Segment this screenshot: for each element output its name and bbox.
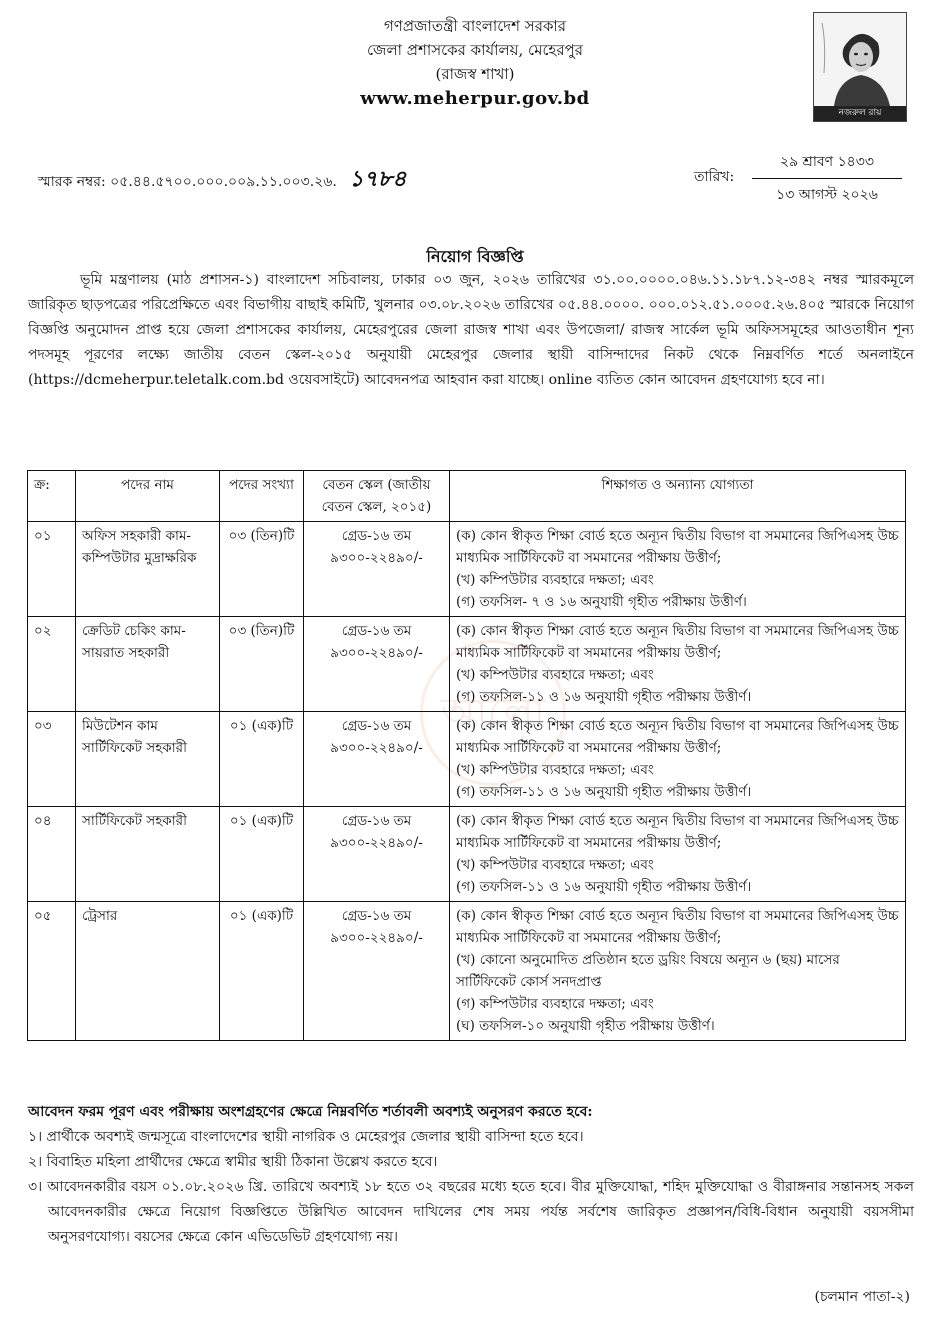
condition-item: ২। বিবাহিত মহিলা প্রার্থীদের ক্ষেত্রে স্বামীর স্থায়ী ঠিকানা উল্লেখ করতে হবে। [28,1154,438,1170]
qualification-line: (খ) কম্পিউটার ব্যবহারে দক্ষতা; এবং [456,572,654,588]
grade-text: গ্রেড-১৬ তম [341,718,412,734]
col-post: পদের নাম [76,471,220,522]
pay-text: ৯৩০০-২২৪৯০/- [330,835,423,851]
scale-cell [304,902,450,1041]
watermark: আলো [420,640,566,786]
col-scale: বেতন স্কেল (জাতীয় বেতন স্কেল, ২০১৫) [304,471,450,522]
date-label: তারিখ: [694,169,735,185]
scale-cell [304,712,450,807]
count-cell: ০৩ (তিন)টি [220,617,304,712]
intro-paragraph: ভূমি মন্ত্রণালয় (মাঠ প্রশাসন-১) বাংলাদেশ সচিবালয়, ঢাকার ০৩ জুন, ২০২৬ তারিখের ৩১.০০.০০০০.০৪৬.১১.১৮৭.১২-৩৪২ নম্বর স্মারকমূলে জারিকৃত ছাড়পত্রের পরিপ্রেক্ষিতে এবং বিভাগীয় বাছাই কমিটি, খুলনার ০৩.০৮.২০২৬ তারিখের ০৫.৪৪.০০০০. ০০০.০১২.৫১.০০০৫.২৬.৪০৫ স্মারকে নিয়োগ বিজ্ঞপ্তি অনুমোদন প্রাপ্ত হয়ে জেলা প্রশাসকের কার্যালয়, মেহেরপুরের জেলা রাজস্ব শাখা এবং উপজেলা/ রাজস্ব সার্কেল ভূমি অফিসসমূহের আওতাধীন শূন্য পদসমূহ পূরণের লক্ষ্যে জাতীয় বেতন স্কেল-২০১৫ অনুযায়ী মেহেরপুর জেলার স্থায়ী বাসিন্দাদের নিকট থেকে নিম্নবর্ণিত শর্তে অনলাইনে (https://dcmeherpur.teletalk.com.bd ওয়েবসাইটে) আবেদনপত্র আহবান করা যাচ্ছে। online ব্যতিত কোন আবেদন গ্রহণযোগ্য হবে না। [28,272,914,388]
serial-cell: ০১ [28,522,76,617]
scale-cell [304,617,450,712]
col-serial: ক্র: [28,471,76,522]
grade-text: গ্রেড-১৬ তম [341,623,412,639]
count-cell: ০১ (এক)টি [220,807,304,902]
table-row [28,902,906,1041]
post-cell: অফিস সহকারী কাম-কম্পিউটার মুদ্রাক্ষরিক [76,522,220,617]
qualification-line: (খ) কম্পিউটার ব্যবহারে দক্ষতা; এবং [456,762,654,778]
table-row [28,807,906,902]
pay-text: ৯৩০০-২২৪৯০/- [330,930,423,946]
pay-text: ৯৩০০-২২৪৯০/- [330,550,423,566]
memo-value: ০৫.৪৪.৫৭০০.০০০.০০৯.১১.০০৩.২৬. [110,174,337,190]
qualification-cell [450,902,906,1041]
condition-item: ১। প্রার্থীকে অবশ্যই জন্মসূত্রে বাংলাদেশের স্থায়ী নাগরিক ও মেহেরপুর জেলার স্থায়ী বাসিন্দা হতে হবে। [28,1129,584,1145]
table-row [28,617,906,712]
qualification-line: (গ) তফসিল- ৭ ও ১৬ অনুযায়ী গৃহীত পরীক্ষায় উত্তীর্ণ। [456,594,747,610]
date-english: ১৩ আগস্ট ২০২৬ [776,187,878,203]
qualification-line: (গ) তফসিল-১১ ও ১৬ অনুযায়ী গৃহীত পরীক্ষায় উত্তীর্ণ। [456,879,752,895]
grade-text: গ্রেড-১৬ তম [341,908,412,924]
branch-name: (রাজস্ব শাখা) [435,65,515,83]
memo-handwritten-number: ১৭৮৪ [349,166,407,192]
condition-item: ৩। আবেদনকারীর বয়স ০১.০৮.২০২৬ খ্রি. তারিখে অবশ্যই ১৮ হতে ৩২ বছরের মধ্যে হতে হবে। বীর মুক্তিযোদ্ধা, শহিদ মুক্তিযোদ্ধা ও বীরাঙ্গনার সন্তানসহ সকল আবেদনকারীর ক্ষেত্রে নিয়োগ বিজ্ঞপ্তিতে উল্লিখিত আবেদন দাখিলের শেষ সময় পর্যন্ত সর্বশেষ জারিকৃত প্রজ্ঞাপন/বিধি-বিধান অনুযায়ী বয়সসীমা অনুসরণযোগ্য। বয়সের ক্ষেত্রে কোন এভিডেভিট গ্রহণযোগ্য নয়। [28,1179,914,1245]
notice-title: নিয়োগ বিজ্ঞপ্তি [426,247,524,266]
table-header-row [28,471,906,522]
serial-cell: ০৩ [28,712,76,807]
count-cell: ০১ (এক)টি [220,902,304,1041]
government-name: গণপ্রজাতন্ত্রী বাংলাদেশ সরকার [383,17,567,35]
qualification-line: (খ) কোনো অনুমোদিত প্রতিষ্ঠান হতে ড্রয়িং বিষয়ে অন্যূন ৬ (ছয়) মাসের সার্টিফিকেট কোর্স সনদপ্রাপ্ত [456,952,840,990]
memo-label: স্মারক নম্বর: [38,174,106,190]
post-cell: সার্টিফিকেট সহকারী [76,807,220,902]
col-count: পদের সংখ্যা [220,471,304,522]
post-cell: ট্রেসার [76,902,220,1041]
scale-cell [304,522,450,617]
qualification-line: (ক) কোন স্বীকৃত শিক্ষা বোর্ড হতে অন্যূন দ্বিতীয় বিভাগ বা সমমানের জিপিএসহ উচ্চ মাধ্যমিক সার্টিফিকেট বা সমমানের পরীক্ষায় উত্তীর্ণ; [456,908,899,946]
qualification-line: (খ) কম্পিউটার ব্যবহারে দক্ষতা; এবং [456,667,654,683]
count-cell: ০৩ (তিন)টি [220,522,304,617]
pay-text: ৯৩০০-২২৪৯০/- [330,645,423,661]
qualification-cell [450,522,906,617]
qualification-line: (ক) কোন স্বীকৃত শিক্ষা বোর্ড হতে অন্যূন দ্বিতীয় বিভাগ বা সমমানের জিপিএসহ উচ্চ মাধ্যমিক সার্টিফিকেট বা সমমানের পরীক্ষায় উত্তীর্ণ; [456,813,899,851]
count-cell: ০১ (এক)টি [220,712,304,807]
posts-table [27,470,906,1041]
portrait-icon [814,13,906,106]
date-bangla: ২৯ শ্রাবণ ১৪৩৩ [752,150,902,179]
portrait-stamp [813,12,907,122]
pay-text: ৯৩০০-২২৪৯০/- [330,740,423,756]
serial-cell: ০৫ [28,902,76,1041]
post-cell: মিউটেশন কাম সার্টিফিকেট সহকারী [76,712,220,807]
post-cell: ক্রেডিট চেকিং কাম-সায়রাত সহকারী [76,617,220,712]
scale-cell [304,807,450,902]
grade-text: গ্রেড-১৬ তম [341,813,412,829]
qualification-line: (গ) তফসিল-১১ ও ১৬ অনুযায়ী গৃহীত পরীক্ষায় উত্তীর্ণ। [456,784,752,800]
office-name: জেলা প্রশাসকের কার্যালয়, মেহেরপুর [366,41,584,59]
qualification-cell [450,617,906,712]
qualification-cell [450,807,906,902]
qualification-line: (ক) কোন স্বীকৃত শিক্ষা বোর্ড হতে অন্যূন দ্বিতীয় বিভাগ বা সমমানের জিপিএসহ উচ্চ মাধ্যমিক সার্টিফিকেট বা সমমানের পরীক্ষায় উত্তীর্ণ; [456,623,899,661]
qualification-line: (গ) তফসিল-১১ ও ১৬ অনুযায়ী গৃহীত পরীক্ষায় উত্তীর্ণ। [456,689,752,705]
serial-cell: ০৪ [28,807,76,902]
portrait-caption: নজরুল রায় [814,106,906,121]
conditions-section [28,1100,914,1250]
date-block [752,150,902,207]
qualification-line: (গ) কম্পিউটার ব্যবহারে দক্ষতা; এবং [456,996,654,1012]
qualification-line: (ক) কোন স্বীকৃত শিক্ষা বোর্ড হতে অন্যূন দ্বিতীয় বিভাগ বা সমমানের জিপিএসহ উচ্চ মাধ্যমিক সার্টিফিকেট বা সমমানের পরীক্ষায় উত্তীর্ণ; [456,718,899,756]
continued-page-note: (চলমান পাতা-২) [814,1289,910,1305]
conditions-heading: আবেদন ফরম পূরণ এবং পরীক্ষায় অংশগ্রহণের ক্ষেত্রে নিম্নবর্ণিত শর্তাবলী অবশ্যই অনুসরণ করতে হবে: [28,1104,593,1120]
qualification-cell [450,712,906,807]
table-row [28,522,906,617]
website-link[interactable]: www.meherpur.gov.bd [360,88,590,109]
qualification-line: (ঘ) তফসিল-১০ অনুযায়ী গৃহীত পরীক্ষায় উত্তীর্ণ। [456,1018,715,1034]
table-row [28,712,906,807]
letterhead [0,14,950,112]
grade-text: গ্রেড-১৬ তম [341,528,412,544]
serial-cell: ০২ [28,617,76,712]
col-qualification: শিক্ষাগত ও অন্যান্য যোগ্যতা [450,471,906,522]
qualification-line: (ক) কোন স্বীকৃত শিক্ষা বোর্ড হতে অন্যূন দ্বিতীয় বিভাগ বা সমমানের জিপিএসহ উচ্চ মাধ্যমিক সার্টিফিকেট বা সমমানের পরীক্ষায় উত্তীর্ণ; [456,528,899,566]
memo-number [38,162,406,199]
qualification-line: (খ) কম্পিউটার ব্যবহারে দক্ষতা; এবং [456,857,654,873]
